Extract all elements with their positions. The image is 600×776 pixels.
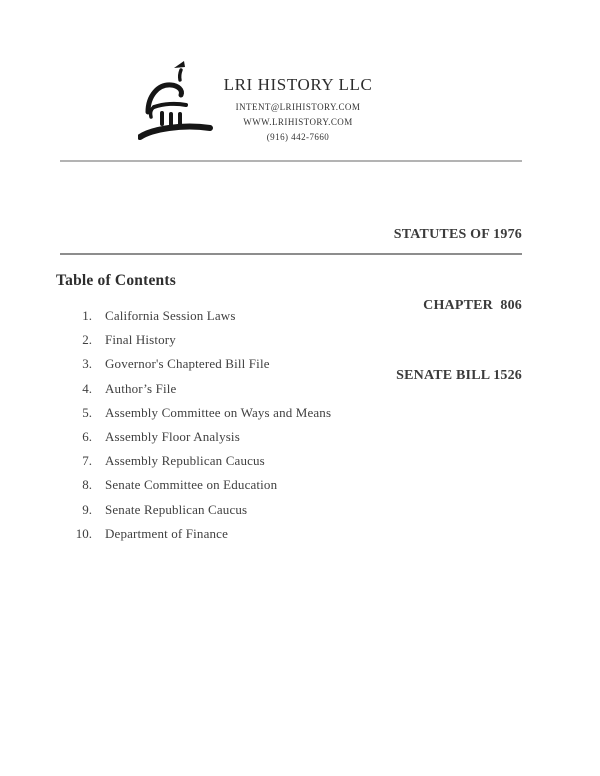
- company-name: LRI HISTORY LLC: [223, 75, 373, 94]
- toc-item-number: 4.: [82, 380, 92, 396]
- toc-item-label: Assembly Committee on Ways and Means: [105, 404, 332, 420]
- toc-item-label: Senate Committee on Education: [105, 477, 278, 493]
- statutes-line: STATUTES OF 1976: [393, 227, 522, 242]
- email-line: INTENT@LRIHISTORY.COM: [235, 102, 361, 112]
- toc-item-label: Assembly Floor Analysis: [105, 429, 240, 445]
- capitol-dome-icon: [138, 60, 218, 144]
- toc-item-number: 3.: [82, 356, 92, 372]
- toc-item-number: 10.: [75, 525, 92, 541]
- toc-item-label: California Session Laws: [105, 308, 236, 324]
- website-line: WWW.LRIHISTORY.COM: [243, 117, 353, 127]
- toc-item-number: 9.: [82, 501, 92, 517]
- toc-item: [56, 449, 526, 473]
- toc-item-label: Final History: [105, 332, 176, 348]
- toc-item-label: Department of Finance: [105, 525, 228, 541]
- header-divider: [60, 160, 522, 162]
- toc-item: [56, 328, 526, 352]
- toc-item-number: 8.: [82, 477, 92, 493]
- toc-item: [56, 473, 526, 497]
- contact-block: [212, 100, 384, 145]
- toc-list: [56, 304, 526, 546]
- toc-item-number: 1.: [82, 308, 92, 324]
- toc-item: [56, 352, 526, 376]
- toc-item-label: Governor's Chaptered Bill File: [105, 356, 270, 372]
- toc-item-label: Senate Republican Caucus: [105, 501, 248, 517]
- toc-item-label: Author’s File: [105, 380, 177, 396]
- letterhead: [212, 74, 384, 145]
- chapter-line: CHAPTER 806: [423, 297, 522, 313]
- toc-item: [56, 377, 526, 401]
- toc-item-number: 7.: [82, 453, 92, 469]
- toc-item-number: 6.: [82, 429, 92, 445]
- bill-line: SENATE BILL 1526: [396, 368, 522, 383]
- toc-item-number: 5.: [82, 404, 92, 420]
- toc-item: [56, 522, 526, 546]
- phone-line: (916) 442-7660: [266, 132, 330, 142]
- toc-item: [56, 401, 526, 425]
- toc-item: [56, 304, 526, 328]
- toc-item-number: 2.: [82, 332, 92, 348]
- table-of-contents: [56, 271, 526, 546]
- toc-item: [56, 498, 526, 522]
- toc-item: [56, 425, 526, 449]
- toc-item-label: Assembly Republican Caucus: [105, 453, 265, 469]
- toc-title: Table of Contents: [56, 272, 176, 289]
